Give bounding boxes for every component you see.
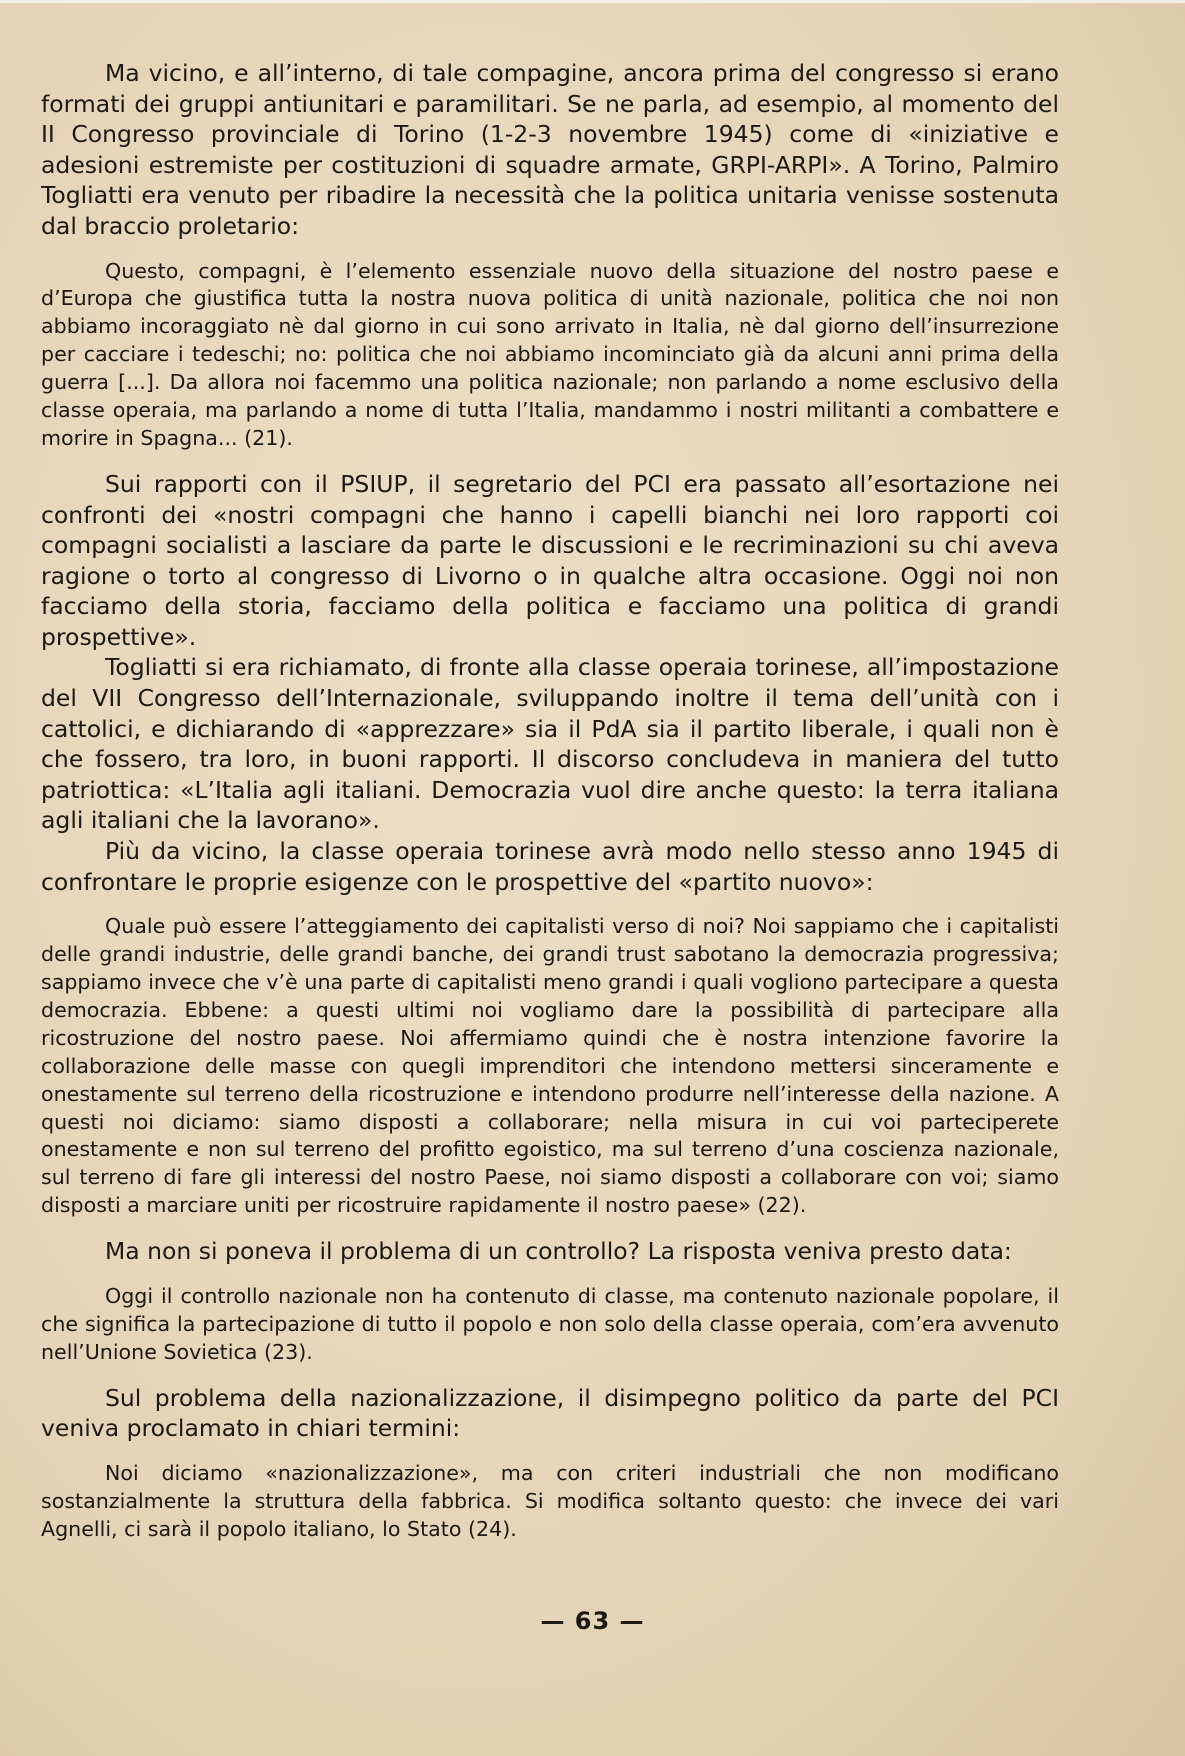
page-number: — 63 — (540, 1607, 645, 1635)
body-paragraph-6: Sul problema della nazionalizzazione, il disimpegno politico da parte del PCI veniva proclamato in chiari termini: (41, 1383, 1059, 1443)
body-paragraph-5: Ma non si poneva il problema di un controllo? La risposta veniva presto data: (105, 1237, 1012, 1266)
body-paragraph-1: Ma vicino, e all’interno, di tale compagine, ancora prima del congresso si erano formati dei gruppi antiunitari e paramilitari. Se ne parla, ad esempio, al momento del II Congresso provinciale di Torino (1-2-3 novembre 1945) come di «iniziative e adesioni estremiste per costituzioni di squadre armate, GRPI-ARPI». A Torino, Palmiro Togliatti era venuto per ribadire la necessità che la politica unitaria venisse sostenuta dal braccio proletario: (41, 59, 1059, 240)
body-paragraph-3: Togliatti si era richiamato, di fronte alla classe operaia torinese, all’impostazione del VII Congresso dell’Internazionale, sviluppando inoltre il tema dell’unità con i cattolici, e dichiarando di «apprezzare» sia il PdA sia il partito liberale, i quali non è che fossero, tra loro, in buoni rapporti. Il discorso concludeva in maniera del tutto patriottica: «L’Italia agli italiani. Democrazia vuol dire anche questo: la terra italiana agli italiani che la lavorano». (41, 653, 1059, 835)
body-paragraph-4: Più da vicino, la classe operaia torinese avrà modo nello stesso anno 1945 di confrontare le proprie esigenze con le prospettive del «partito nuovo»: (41, 837, 1059, 896)
page-edge (0, 0, 1185, 3)
quote-paragraph-4: Noi diciamo «nazionalizzazione», ma con criteri industriali che non modificano sostanzialmente la struttura della fabbrica. Si modifica soltanto questo: che invece dei vari Agnelli, ci sarà il popolo italiano, lo Stato (24). (41, 1460, 1059, 1541)
quote-paragraph-3: Oggi il controllo nazionale non ha contenuto di classe, ma contenuto nazionale popolare, il che significa la partecipazione di tutto il popolo e non solo della classe operaia, com’era avvenuto nell’Unione Sovietica (23). (41, 1283, 1059, 1364)
quote-paragraph-1: Questo, compagni, è l’elemento essenziale nuovo della situazione del nostro paese e d’Europa che giustifica tutta la nostra nuova politica di unità nazionale, politica che noi non abbiamo incoraggiato nè dal giorno in cui sono arrivato in Italia, nè dal giorno dell’insurrezione per cacciare i tedeschi; no: politica che noi abbiamo incominciato già da alcuni anni prima della guerra [...]. Da allora noi facemmo una politica nazionale; non parlando a nome esclusivo della classe operaia, ma parlando a nome di tutta l’Italia, mandammo i nostri militanti a combattere e morire in Spagna... (21). (41, 258, 1059, 450)
body-paragraph-2: Sui rapporti con il PSIUP, il segretario del PCI era passato all’esortazione nei confronti dei «nostri compagni che hanno i capelli bianchi nei loro rapporti coi compagni socialisti a lasciare da parte le discussioni e le recriminazioni su chi aveva ragione o torto al congresso di Livorno o in qualche altra occasione. Oggi noi non facciamo della storia, facciamo della politica e facciamo una politica di grandi prospettive». (41, 469, 1059, 651)
quote-paragraph-2: Quale può essere l’atteggiamento dei capitalisti verso di noi? Noi sappiamo che i capitalisti delle grandi industrie, delle grandi banche, dei grandi trust sabotano la democrazia progressiva; sappiamo invece che v’è una parte di capitalisti meno grandi i quali vogliono partecipare a questa democrazia. Ebbene: a questi ultimi noi vogliamo dare la possibilità di partecipare alla ricostruzione del nostro paese. Noi affermiamo quindi che è nostra intenzione favorire la collaborazione delle masse con quegli imprenditori che intendono mettersi sinceramente e onestamente sul terreno della ricostruzione e intendono produrre nell’interesse della nazione. A questi noi diciamo: siamo disposti a collaborare; nella misura in cui voi parteciperete onestamente e non sul terreno del profitto egoistico, ma sul terreno d’una coscienza nazionale, sul terreno di fare gli interessi del nostro Paese, noi siamo disposti a collaborare con voi; siamo disposti a marciare uniti per ricostruire rapidamente il nostro paese» (22). (41, 914, 1059, 1218)
text-block (41, 58, 1059, 1543)
